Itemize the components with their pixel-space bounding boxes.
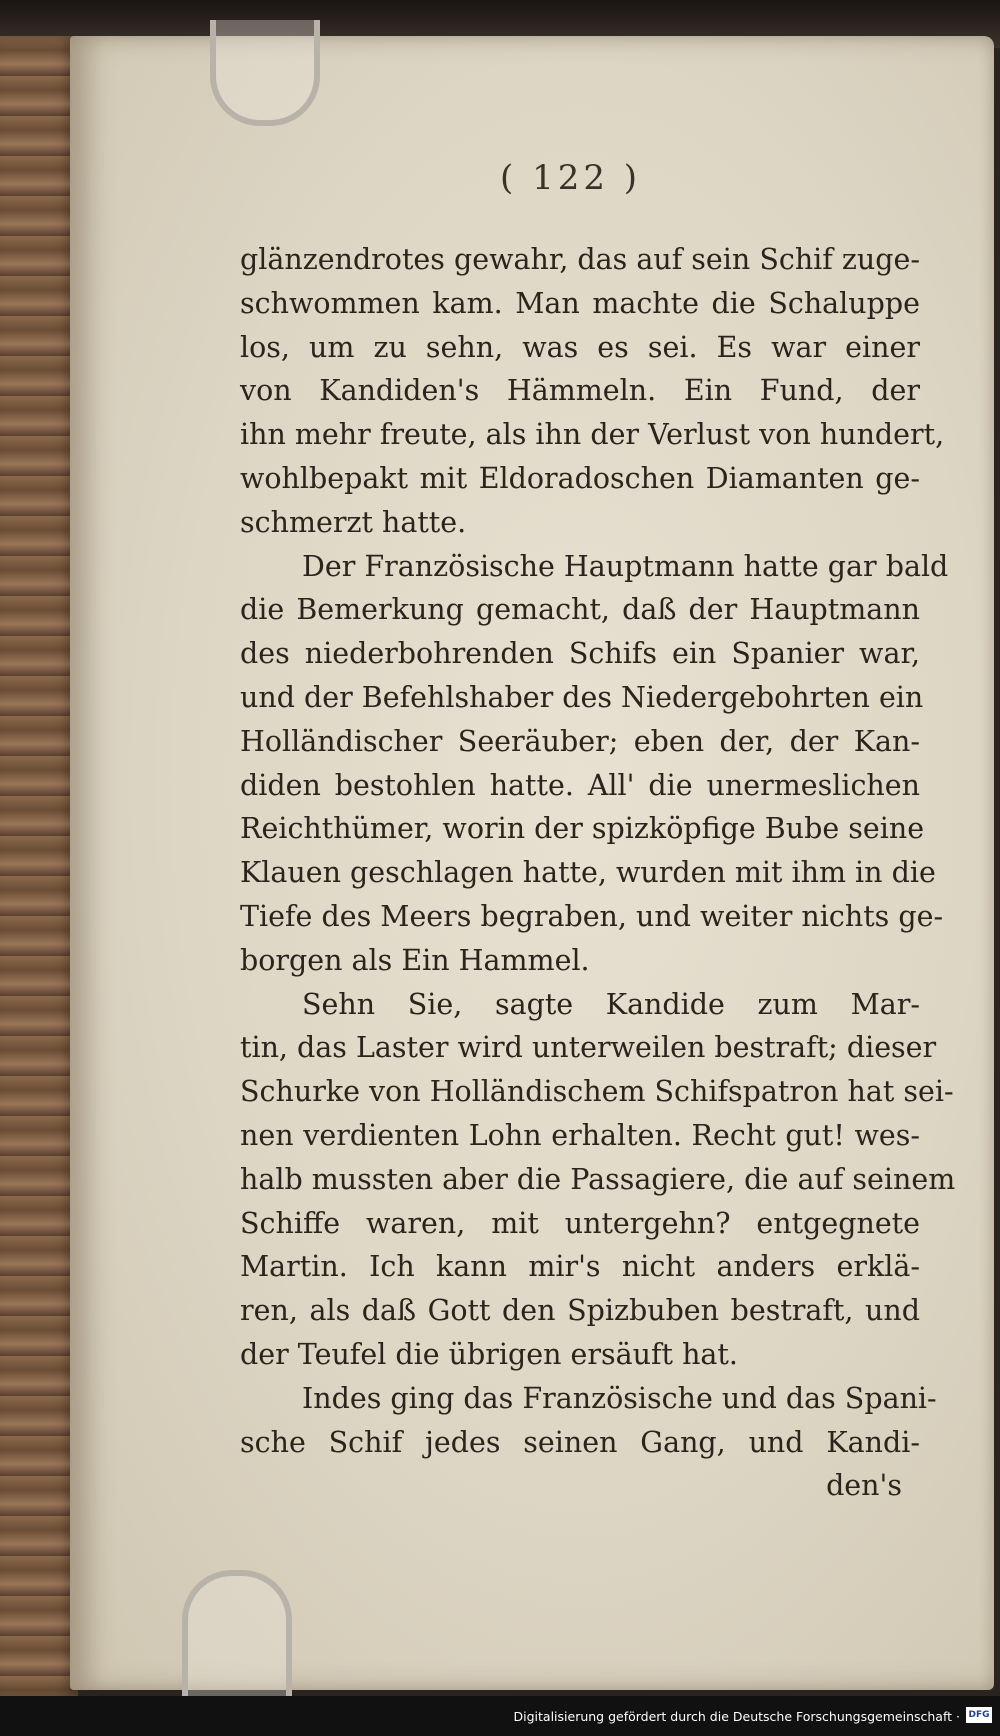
text-line: Schiffe waren, mit untergehn? entgegnete: [240, 1206, 920, 1240]
text-line: die Bemerkung gemacht, daß der Hauptmann: [240, 593, 920, 627]
text-line: von Kandiden's Hämmeln. Ein Fund, der: [240, 374, 920, 408]
text-line: borgen als Ein Hammel.: [240, 943, 590, 977]
text-line: Holländischer Seeräuber; eben der, der Kan-: [240, 724, 920, 758]
text-line: nen verdienten Lohn erhalten. Recht gut! wes-: [240, 1118, 920, 1152]
digitization-footer: [0, 1696, 1000, 1736]
text-line: Schurke von Holländischem Schifspatron hat sei-: [240, 1075, 954, 1109]
text-line: und der Befehlshaber des Niedergebohrten ein: [240, 680, 924, 714]
text-line: Der Französische Hauptmann hatte gar bald: [302, 549, 949, 583]
text-line: sche Schif jedes seinen Gang, und Kandi-: [240, 1425, 920, 1459]
text-line: schmerzt hatte.: [240, 505, 467, 539]
text-line: Indes ging das Französische und das Spani-: [302, 1381, 937, 1415]
text-line: ihn mehr freute, als ihn der Verlust von hundert,: [240, 418, 945, 452]
text-line: diden bestohlen hatte. All' die unermeslichen: [240, 768, 920, 802]
text-line: glänzendrotes gewahr, das auf sein Schif zuge-: [240, 243, 921, 276]
text-line: der Teufel die übrigen ersäuft hat.: [240, 1337, 738, 1371]
page-clip-bottom-icon: [182, 1570, 292, 1696]
book-page-edges: [0, 36, 78, 1696]
page-number: ( 122 ): [500, 158, 642, 198]
text-line: wohlbepakt mit Eldoradoschen Diamanten ge-: [240, 461, 920, 495]
text-line: Sehn Sie, sagte Kandide zum Mar-: [302, 987, 920, 1021]
text-line: los, um zu sehn, was es sei. Es war einer: [240, 330, 920, 364]
dfg-logo: DFG: [966, 1707, 992, 1723]
funding-credit: Digitalisierung gefördert durch die Deutsche Forschungsgemeinschaft ·: [513, 1709, 960, 1724]
page-text: [240, 238, 956, 1508]
text-line: Klauen geschlagen hatte, wurden mit ihm in die: [240, 856, 936, 890]
catchword: den's: [826, 1469, 902, 1503]
text-line: Tiefe des Meers begraben, und weiter nichts ge-: [240, 899, 944, 933]
text-line: halb mussten aber die Passagiere, die auf seinem: [240, 1162, 956, 1196]
text-line: ren, als daß Gott den Spizbuben bestraft, und: [240, 1294, 920, 1328]
text-line: tin, das Laster wird unterweilen bestraft; dieser: [240, 1031, 937, 1065]
page-clip-top-icon: [210, 20, 320, 126]
text-line: des niederbohrenden Schifs ein Spanier war,: [240, 637, 920, 671]
text-line: Martin. Ich kann mir's nicht anders erklä-: [240, 1250, 920, 1284]
text-line: schwommen kam. Man machte die Schaluppe: [240, 286, 920, 320]
text-line: Reichthümer, worin der spizköpfige Bube seine: [240, 812, 925, 846]
